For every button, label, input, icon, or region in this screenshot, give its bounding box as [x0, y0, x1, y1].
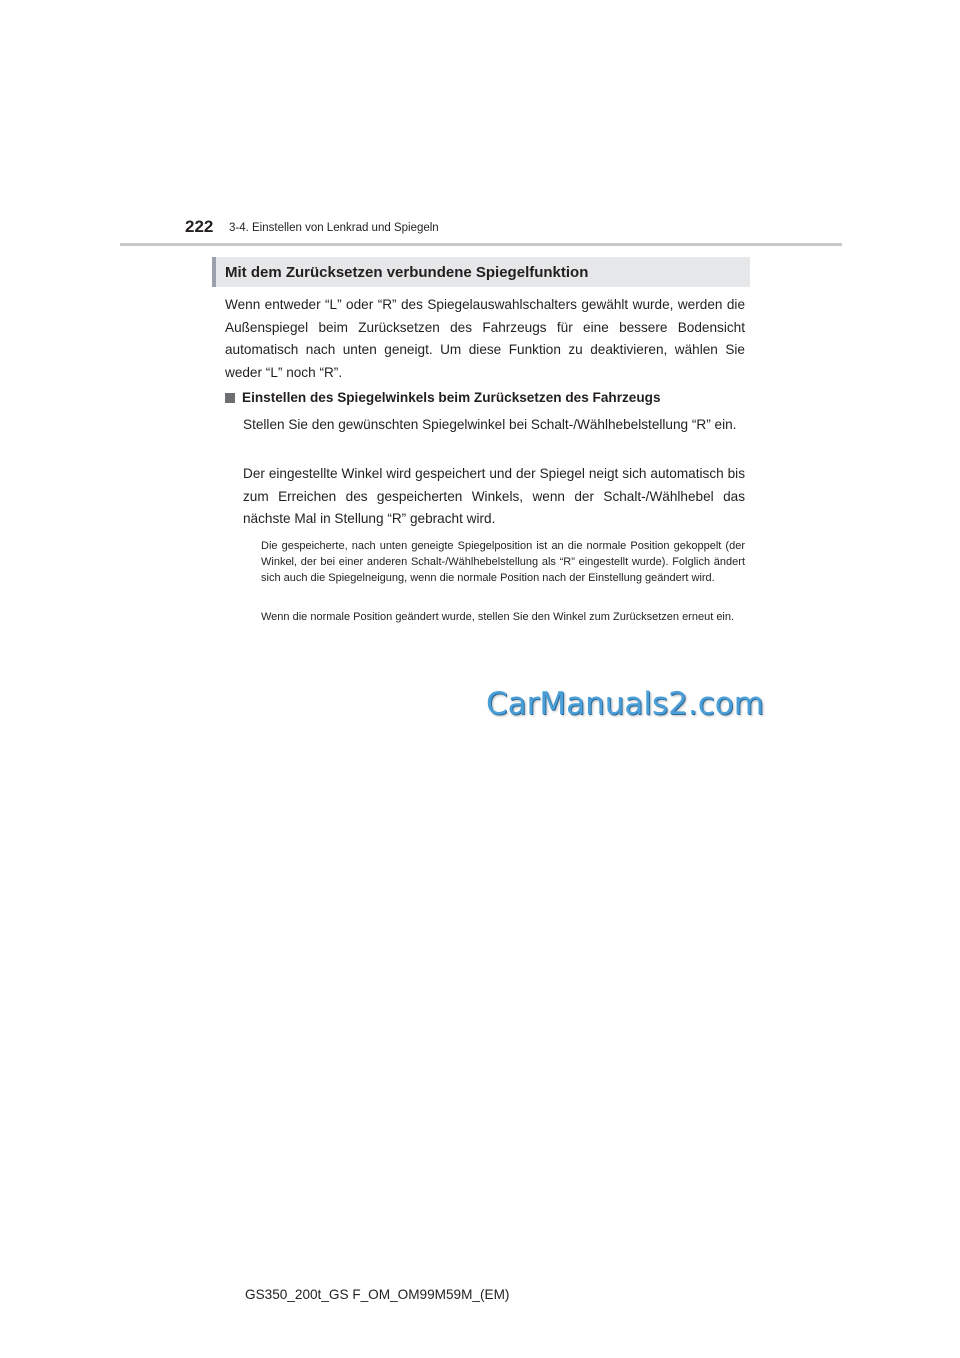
- square-bullet-icon: [225, 393, 235, 403]
- running-header: 3-4. Einstellen von Lenkrad und Spiegeln: [229, 222, 439, 234]
- header-divider: [120, 243, 842, 246]
- note-paragraph: Wenn die normale Position geändert wurde, stellen Sie den Winkel zum Zurücksetzen erneut ein.: [261, 611, 735, 623]
- subheading: [225, 388, 745, 408]
- note-paragraph: Die gespeicherte, nach unten geneigte Spiegelposition ist an die normale Position gekoppelt (der Winkel, der bei einer anderen Schalt-/Wählhebelstellung als “R” eingestellt wurde). Folglich ändert sich auch die Spiegelneigung, wenn die normale Position nach der Einstellung geändert wird.: [261, 540, 745, 584]
- intro-paragraph: Wenn entweder “L” oder “R” des Spiegelauswahlschalters gewählt wurde, werden die Außenspiegel beim Zurücksetzen des Fahrzeugs für eine bessere Bodensicht automatisch nach unten geneigt. Um diese Funktion zu deaktivieren, wählen Sie weder “L” noch “R”.: [225, 297, 745, 380]
- body-paragraph: Der eingestellte Winkel wird gespeichert und der Spiegel neigt sich automatisch bis zum Erreichen des gespeicherten Winkels, wenn der Schalt-/Wählhebel das nächste Mal in Stellung “R” gebracht wird.: [243, 466, 745, 526]
- footer-doc-code: GS350_200t_GS F_OM_OM99M59M_(EM): [245, 1287, 510, 1302]
- page-number: 222: [185, 217, 214, 236]
- section-heading: [212, 257, 750, 287]
- body-paragraph: Stellen Sie den gewünschten Spiegelwinkel bei Schalt-/Wählhebelstellung “R” ein.: [243, 417, 737, 432]
- section-heading-text: Mit dem Zurücksetzen verbundene Spiegelfunktion: [225, 263, 589, 281]
- watermark-logo: CarManuals2.com: [486, 686, 764, 722]
- subheading-text: Einstellen des Spiegelwinkels beim Zurücksetzen des Fahrzeugs: [242, 390, 661, 405]
